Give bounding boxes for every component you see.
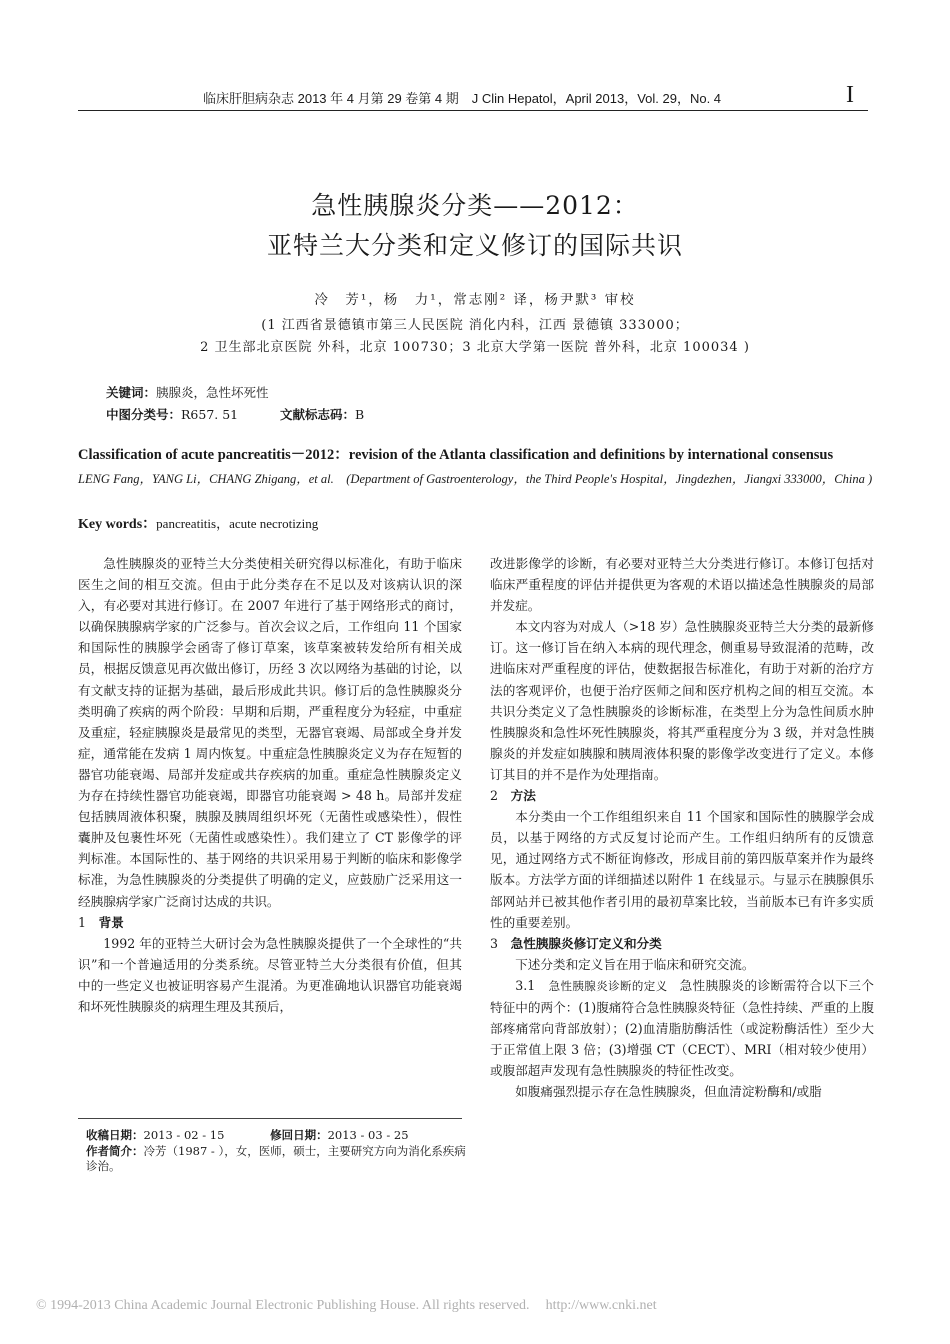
keywords-value: 胰腺炎，急性坏死性	[156, 385, 269, 400]
revised-date: 2013 - 03 - 25	[327, 1128, 409, 1142]
title-line-1: 急性胰腺炎分类——2012：	[311, 191, 639, 220]
doc-code	[280, 405, 364, 423]
section-heading-methods: 2 方法	[490, 788, 536, 804]
scope-paragraph: 本文内容为对成人（>18 岁）急性胰腺炎亚特兰大分类的最新修订。这一修订旨在纳入本病的现代理念，侧重易导致混淆的范畴，改进临床对严重程度的评估，使数据报告标准化，有助于对新的治疗方法的客观评价，也便于治疗医师之间和医疗机构之间的相互交流。本共识分类定义了急性胰腺炎的诊断标准，在类型上分为急性间质水肿性胰腺炎和急性坏死性胰腺炎，将其严重程度分为 3 级，并对急性胰腺炎的并发症如胰腺和胰周液体积聚的影像学改变进行了定义。本修订其目的并不是作为处理指南。	[490, 619, 874, 782]
methods-paragraph: 本分类由一个工作组组织来自 11 个国家和国际性的胰腺学会成员，以基于网络的方式反复讨论而产生。工作组归纳所有的反馈意见，通过网络方式不断征询修改，形成目前的第四版草案并作为最终版本。方法学方面的详细描述以附件 1 在线显示。与显示在胰腺俱乐部网站并已被其他作者引用的最初草案比较，当前版本已有许多实质性的重要差别。	[490, 809, 874, 930]
class-value: R657. 51	[181, 407, 239, 422]
author-list: 冷 芳¹，杨 力¹，常志刚² 译，杨尹默³ 审校	[314, 292, 636, 308]
section-heading-definitions: 3 急性胰腺炎修订定义和分类	[490, 935, 662, 951]
subsection-3-1: 3.1 急性胰腺炎诊断的定义 急性胰腺炎的诊断需符合以下三个特征中的两个：(1)腹痛符合急性胰腺炎特征（急性持续、严重的上腹部疼痛常向背部放射）；(2)血清脂肪酶活性（或淀粉酶活性）至少大于正常值上限 3 倍；(3)增强 CT（CECT）、MRI（相对较少使用）或腹部超声发现有急性胰腺炎的特征性改变。	[490, 977, 875, 1079]
left-column	[78, 553, 462, 1017]
footnote-author	[86, 1144, 466, 1174]
header-rule	[78, 110, 868, 111]
keywords-label: 关键词：	[106, 385, 157, 400]
copyright-text: © 1994-2013 China Academic Journal Electronic Publishing House. All rights reserved.	[36, 1298, 530, 1313]
received-date: 2013 - 02 - 15	[143, 1128, 225, 1142]
class-label: 中图分类号：	[106, 407, 182, 422]
continued-paragraph: 改进影像学的诊断，有必要对亚特兰大分类进行修订。本修订包括对临床严重程度的评估并提供更为客观的术语以描述急性胰腺炎的局部并发症。	[490, 556, 874, 614]
trailing-paragraph: 如腹痛强烈提示存在急性胰腺炎，但血清淀粉酶和/或脂	[515, 1084, 822, 1100]
intro-paragraph: 下述分类和定义旨在用于临床和研究交流。	[515, 956, 755, 972]
copyright-watermark	[36, 1298, 657, 1314]
abstract-paragraph: 急性胰腺炎的亚特兰大分类使相关研究得以标准化，有助于临床医生之间的相互交流。但由于此分类存在不足以及对该病认识的深入，有必要对其进行修订。在 2007 年进行了基于网络形式的商讨，以确保胰腺病学家的广泛参与。首次会议之后，工作组向 11 个国家和国际性的胰腺学会函寄了修订草案，该草案被转发给所有相关成员，根据反馈意见再次做出修订，历经 3 次以网络为基础的讨论，以有文献支持的证据为基础，最后形成此共识。修订后的急性胰腺炎分类明确了疾病的两个阶段：早期和后期，严重程度分为轻症，中重症及重症，轻症胰腺炎是最常见的类型，无器官衰竭、局部或全身并发症，通常能在发病 1 周内恢复。中重症急性胰腺炎定义为存在短暂的器官功能衰竭、局部并发症或共存疾病的加重。重症急性胰腺炎定义为存在持续性器官功能衰竭，即器官功能衰竭 > 48 h。局部并发症包括胰周液体积聚，胰腺及胰周组织坏死（无菌性或感染性），假性囊肿及包裹性坏死（无菌性或感染性）。我们建立了 CT 影像学的评判标准。本国际性的、基于网络的共识采用易于判断的临床和影像学标准，为急性胰腺炎的分类提供了明确的定义，应鼓励广泛采用这一经胰腺病学家广泛商讨达成的共识。	[78, 556, 462, 909]
doc-label: 文献标志码：	[280, 407, 356, 422]
english-keywords-value: pancreatitis，acute necrotizing	[156, 516, 319, 531]
author-info-label: 作者简介：	[86, 1144, 144, 1158]
cnki-link[interactable]: http://www.cnki.net	[545, 1298, 657, 1313]
journal-citation: 临床肝胆病杂志 2013 年 4 月第 29 卷第 4 期 J Clin Hepatol，April 2013，Vol. 29，No. 4	[203, 91, 722, 106]
english-title: Classification of acute pancreatitis－2012：revision of the Atlanta classification and definitions by international consensus	[78, 447, 834, 463]
subsection-text: 急性胰腺炎的诊断需符合以下三个特征中的两个：(1)腹痛符合急性胰腺炎特征（急性持续、严重的上腹部疼痛常向背部放射）；(2)血清脂肪酶活性（或淀粉酶活性）至少大于正常值上限 3 倍；(3)增强 CT（CECT）、MRI（相对较少使用）或腹部超声发现有急性胰腺炎的特征性改变。	[490, 977, 875, 1079]
footnote-dates	[86, 1128, 409, 1143]
subsection-heading: 急性胰腺炎诊断的定义	[548, 978, 668, 993]
english-keywords-label: Key words：	[78, 517, 157, 532]
affiliation-line-1: (1 江西省景德镇市第三人民医院 消化内科，江西 景德镇 333000；	[261, 318, 689, 333]
right-column	[490, 553, 874, 1102]
keywords-cn	[106, 383, 269, 401]
title-line-2: 亚特兰大分类和定义修订的国际共识	[266, 231, 683, 260]
author-info-value: 冷芳（1987 - ），女，医师，硕士，主要研究方向为消化系疾病诊治。	[86, 1144, 466, 1173]
classification-row	[106, 405, 365, 423]
section-heading-background: 1 背景	[78, 914, 124, 930]
revised-label: 修回日期：	[270, 1128, 328, 1142]
background-paragraph: 1992 年的亚特兰大研讨会为急性胰腺炎提供了一个全球性的“共识”和一个普遍适用的分类系统。尽管亚特兰大分类很有价值，但其中的一些定义也被证明容易产生混淆。为更准确地认识器官功能衰竭和坏死性胰腺炎的病理生理及其预后，	[78, 935, 462, 1014]
english-keywords	[78, 513, 318, 533]
affiliation-line-2: 2 卫生部北京医院 外科，北京 100730；3 北京大学第一医院 普外科，北京 100034 )	[200, 340, 750, 355]
page-number: I	[846, 82, 854, 108]
received-label: 收稿日期：	[86, 1128, 144, 1142]
doc-value: B	[355, 407, 365, 422]
english-authors: LENG Fang，YANG Li，CHANG Zhigang，et al. (Department of Gastroenterology，the Third People's Hospital，Jingdezhen，Jiangxi 333000，China )	[78, 472, 873, 486]
footnote-rule	[78, 1118, 462, 1119]
